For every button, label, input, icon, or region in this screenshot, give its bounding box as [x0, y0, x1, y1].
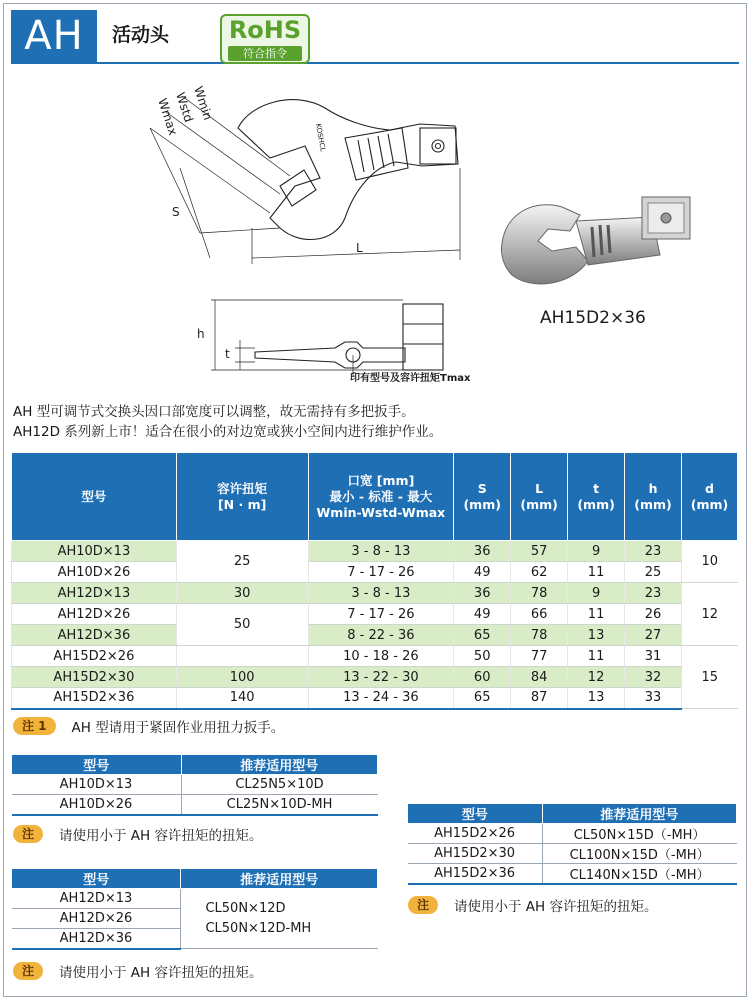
top-view-drawing: [120, 68, 490, 288]
intro-line-1: AH 型可调节式交换头因口部宽度可以调整，故无需持有多把扳手。: [13, 404, 415, 420]
cell-model: AH12D×26: [12, 604, 177, 625]
cell-model: AH12D×26: [12, 909, 181, 929]
cell-model: AH10D×26: [12, 562, 177, 583]
header-t: t (mm): [568, 453, 625, 541]
rohs-logo-subtext: 符合指令: [228, 46, 302, 61]
note-1: [13, 716, 284, 736]
cell-model: AH12D×36: [12, 625, 177, 646]
cell-l: 62: [511, 562, 568, 583]
table-row: [12, 604, 738, 625]
wmax-label: Wmax: [155, 96, 181, 138]
cell-t: 9: [568, 583, 625, 604]
header-recommended: 推荐适用型号: [181, 755, 377, 775]
cell-s: 49: [454, 604, 511, 625]
cell-torque: 100: [176, 667, 308, 688]
s-label: S: [172, 205, 180, 219]
cell-t: 9: [568, 541, 625, 562]
cell-model: AH15D2×36: [12, 688, 177, 709]
table-row: [12, 583, 738, 604]
engraving-callout: 印有型号及容许扭矩Tmax: [350, 373, 471, 384]
cell-recommended: CL25N×10D-MH: [181, 795, 377, 815]
header-model: 型号: [12, 869, 181, 889]
header-s: S (mm): [454, 453, 511, 541]
cell-h: 27: [625, 625, 682, 646]
cell-l: 57: [511, 541, 568, 562]
note-text: 请使用小于 AH 容许扭矩的扭矩。: [454, 899, 658, 915]
table-row: [12, 667, 738, 688]
cell-t: 11: [568, 604, 625, 625]
cell-h: 23: [625, 583, 682, 604]
cell-s: 60: [454, 667, 511, 688]
cell-recommended: CL50N×15D（-MH）: [542, 824, 736, 844]
cell-h: 26: [625, 604, 682, 625]
cell-d: 15: [681, 646, 737, 709]
l-label: L: [356, 241, 363, 255]
cell-l: 78: [511, 583, 568, 604]
cell-s: 36: [454, 541, 511, 562]
note-2: [13, 824, 262, 844]
intro-text: [13, 402, 442, 442]
table-row: [12, 775, 378, 795]
table-row: [12, 562, 738, 583]
header-divider: [11, 62, 739, 64]
cell-l: 87: [511, 688, 568, 709]
recommended-line-1: CL50N×12D: [205, 900, 286, 916]
cell-h: 33: [625, 688, 682, 709]
ah10-recommend-table: [11, 754, 378, 816]
cell-d: 10: [681, 541, 737, 583]
table-row: [408, 824, 737, 844]
table-row: [12, 688, 738, 709]
note-3: [13, 961, 262, 981]
cell-model: AH15D2×30: [12, 667, 177, 688]
cell-model: AH15D2×26: [12, 646, 177, 667]
cell-width: 3 - 8 - 13: [308, 541, 454, 562]
table-row: [12, 646, 738, 667]
cell-width: 8 - 22 - 36: [308, 625, 454, 646]
rohs-logo-text: RoHS: [228, 16, 302, 44]
cell-model: AH12D×36: [12, 929, 181, 949]
recommended-line-2: CL50N×12D-MH: [205, 920, 312, 936]
spec-table: [11, 452, 738, 710]
header-recommended: 推荐适用型号: [542, 804, 736, 824]
cell-recommended: CL25N5×10D: [181, 775, 377, 795]
cell-model: AH10D×26: [12, 795, 182, 815]
spec-header-row: [12, 453, 738, 541]
cell-t: 12: [568, 667, 625, 688]
note-tag: 注: [408, 896, 438, 914]
table-row: [12, 625, 738, 646]
table-row: [12, 795, 378, 815]
cell-h: 23: [625, 541, 682, 562]
table-row: [408, 844, 737, 864]
ah15-recommend-table: [407, 803, 737, 885]
note-tag: 注: [13, 825, 43, 843]
table-row: [408, 864, 737, 885]
header-l: L (mm): [511, 453, 568, 541]
cell-model: AH12D×13: [12, 889, 181, 909]
cell-t: 11: [568, 562, 625, 583]
cell-width: 3 - 8 - 13: [308, 583, 454, 604]
note-text: 请使用小于 AH 容许扭矩的扭矩。: [59, 828, 263, 844]
header-model: 型号: [12, 755, 182, 775]
cell-h: 32: [625, 667, 682, 688]
header-model: 型号: [12, 453, 177, 541]
cell-recommended: [181, 889, 378, 949]
cell-model: AH10D×13: [12, 775, 182, 795]
header-h: h (mm): [625, 453, 682, 541]
cell-model: AH15D2×30: [408, 844, 543, 864]
product-photo: [492, 185, 697, 300]
engraving-label: KOSHCL: [314, 122, 327, 153]
cell-s: 49: [454, 562, 511, 583]
cell-l: 77: [511, 646, 568, 667]
cell-h: 31: [625, 646, 682, 667]
header-width: 口宽 [mm] 最小 - 标准 - 最大 Wmin-Wstd-Wmax: [308, 453, 454, 541]
cell-s: 50: [454, 646, 511, 667]
h-label: h: [197, 327, 205, 341]
cell-torque: 140: [176, 688, 308, 709]
header-torque: 容许扭矩 [N · m]: [176, 453, 308, 541]
cell-l: 78: [511, 625, 568, 646]
cell-t: 11: [568, 646, 625, 667]
note-text: AH 型请用于紧固作业用扭力扳手。: [71, 720, 285, 736]
table-row: [12, 541, 738, 562]
cell-width: 13 - 24 - 36: [308, 688, 454, 709]
photo-caption: AH15D2×36: [540, 308, 646, 328]
note-tag: 注: [13, 962, 43, 980]
cell-torque: 25: [176, 541, 308, 583]
intro-line-2: AH12D 系列新上市！适合在很小的对边宽或狭小空间内进行维护作业。: [13, 424, 443, 440]
cell-width: 7 - 17 - 26: [308, 562, 454, 583]
wstd-label: Wstd: [173, 90, 196, 124]
header-model: 型号: [408, 804, 543, 824]
header-d: d (mm): [681, 453, 737, 541]
note-text: 请使用小于 AH 容许扭矩的扭矩。: [59, 965, 263, 981]
cell-torque-empty: [176, 646, 308, 667]
cell-width: 7 - 17 - 26: [308, 604, 454, 625]
cell-l: 84: [511, 667, 568, 688]
t-label: t: [225, 347, 230, 361]
series-badge: AH: [11, 10, 97, 62]
cell-s: 65: [454, 688, 511, 709]
rohs-logo: [220, 14, 310, 64]
cell-l: 66: [511, 604, 568, 625]
note-tag: 注 1: [13, 717, 56, 735]
header-recommended: 推荐适用型号: [181, 869, 378, 889]
wmin-label: Wmin: [191, 84, 216, 122]
cell-recommended: CL140N×15D（-MH）: [542, 864, 736, 885]
cell-t: 13: [568, 688, 625, 709]
cell-width: 13 - 22 - 30: [308, 667, 454, 688]
cell-width: 10 - 18 - 26: [308, 646, 454, 667]
page-title: 活动头: [112, 24, 170, 46]
cell-model: AH12D×13: [12, 583, 177, 604]
cell-recommended: CL100N×15D（-MH）: [542, 844, 736, 864]
cell-s: 65: [454, 625, 511, 646]
cell-model: AH15D2×26: [408, 824, 543, 844]
ah12-recommend-table: [11, 868, 378, 950]
table-row: [12, 889, 378, 909]
cell-h: 25: [625, 562, 682, 583]
cell-torque: 50: [176, 604, 308, 646]
cell-d: 12: [681, 583, 737, 646]
cell-torque: 30: [176, 583, 308, 604]
note-4: [408, 895, 657, 915]
cell-t: 13: [568, 625, 625, 646]
cell-model: AH15D2×36: [408, 864, 543, 885]
cell-s: 36: [454, 583, 511, 604]
cell-model: AH10D×13: [12, 541, 177, 562]
